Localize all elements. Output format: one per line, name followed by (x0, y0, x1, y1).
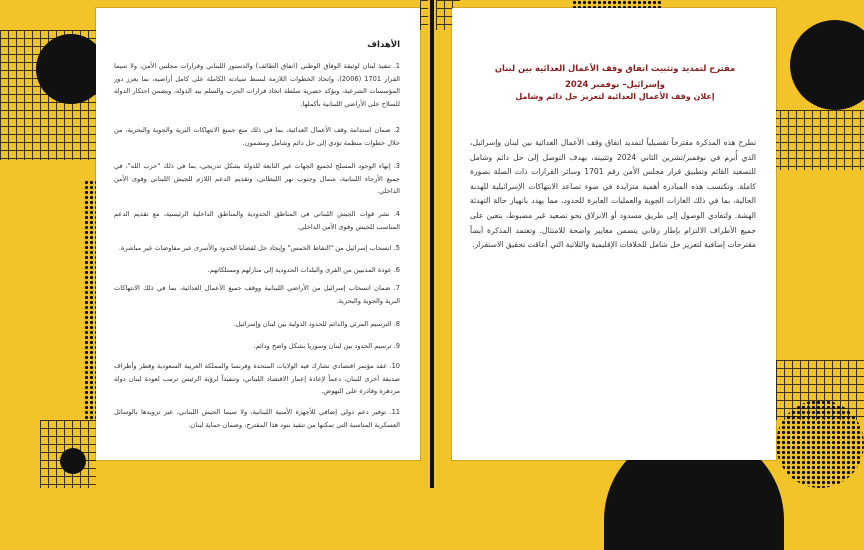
goal-item-7: 7. ضمان انسحاب إسرائيل من الأراضي اللبنانية ووقف جميع الأعمال العدائية، بما في ذلك الانتهاكات البرية والجوية والبحرية. (114, 284, 400, 305)
proposal-subtitle: إعلان وقف الأعمال العدائية لتعزيز حل دائم وشامل (515, 92, 715, 101)
proposal-body: تطرح هذه المذكرة مقترحاً تفصيلياً لتمديد اتفاق وقف الأعمال العدائية بين لبنان وإسرائيل، الذي أُبرم في نوفمبر/تشرين الثاني 2024 وتثبيته، بهدف التوصل إلى حل دائم وشامل للتصعيد القائم وتطبيق قرار مجلس الأمن رقم 1701 وسائر القرارات ذات الصلة بصورة كاملة. وتكتسب هذه المبادرة أهمية متزايدة في ضوء تصاعد الانتهاكات الإسرائيلية للهدنة الحالية، بما في ذلك الغارات الجوية والعمليات العابرة للحدود، مما يهدد بانهيار حالة التهدئة الهشة. ولتفادي الوصول إلى طريق مسدود أو الانزلاق نحو تصعيد غير مضبوط، يتعين على جميع الأطراف الالتزام بإطار رقابي يتضمن معايير واضحة للامتثال. وتعتمد المذكرة أيضاً مقترحات إضافية لتعزيز حل شامل للخلافات الإقليمية والثلاثية التي أعاقت تحقيق الاستقرار. (470, 138, 756, 250)
goal-item-6: 6. عودة المدنيين من القرى والبلدات الحدودية إلى منازلهم وممتلكاتهم. (207, 266, 400, 274)
goal-item-5: 5. انسحاب إسرائيل من "النقاط الخمس" وإيجاد حل لقضايا الحدود والأسرى عبر مفاوضات غير مباشرة. (118, 244, 400, 252)
page-divider (428, 0, 436, 488)
document-page-proposal (452, 8, 776, 460)
goal-item-8: 8. الترسيم المرئي والدائم للحدود الدولية بين لبنان وإسرائيل. (233, 320, 400, 328)
goal-item-2: 2. ضمان استدامة وقف الأعمال العدائية، بما في ذلك منع جميع الانتهاكات البرية والجوية والبحرية، من خلال خطوات منظمة تؤدي إلى حل دائم وشامل ومضمون. (114, 126, 400, 147)
goal-item-11: 11. توفير دعم دولي إضافي للأجهزة الأمنية اللبنانية، ولا سيما الجيش اللبناني، عبر تزويدها بالوسائل العسكرية المناسبة التي تمكنها من تنفيذ بنود هذا المقترح، وضمان حماية لبنان. (114, 408, 400, 429)
halftone-bottom-right (776, 400, 864, 488)
goal-item-1: 1. تنفيذ لبنان لوثيقة الوفاق الوطني (اتفاق الطائف) والدستور اللبناني وقرارات مجلس الأمن، ولا سيما القرار 1701 (2006)، واتخاذ الخطوات اللازمة لبسط سيادته الكاملة على كامل أراضيه، بما يعزز دور المؤسسات الشرعية، ويؤكد حصرية سلطة اتخاذ قرارات الحرب والسلم بيد الدولة، ويضمن احتكار الدولة للسلاح على الأراضي اللبنانية بأكملها. (114, 62, 400, 108)
goal-item-3: 3. إنهاء الوجود المسلح لجميع الجهات غير التابعة للدولة بشكل تدريجي، بما في ذلك "حزب الله"، في جميع الأرجاء اللبنانية، شمال وجنوب نهر الليطاني، وتقديم الدعم اللازم للجيش اللبناني وقوى الأمن الداخلي. (114, 162, 400, 195)
document-page-goals (96, 8, 420, 460)
goal-item-9: 9. ترسيم الحدود بين لبنان وسوريا بشكل واضح ودائم. (253, 342, 400, 350)
dark-circle-right (790, 20, 864, 110)
dark-circle-bottom-left (60, 448, 86, 474)
goal-item-4: 4. نشر قوات الجيش اللبناني في المناطق الحدودية والمناطق الداخلية الرئيسية، مع تقديم الدعم المناسب للجيش وقوى الأمن الداخلي. (114, 210, 400, 231)
goal-item-10: 10. عقد مؤتمر اقتصادي تشارك فيه الولايات المتحدة وفرنسا والمملكة العربية السعودية وقطر وأطراف صديقة أخرى للبنان، دعماً لإعادة إعمار الاقتصاد اللبناني، وتنفيذاً لرؤية الرئيس ترمب لعودة لبنان دولة مزدهرة وقادرة على النهوض. (114, 362, 400, 395)
proposal-title: مقترح لتمديد وتثبيت اتفاق وقف الأعمال العدائية بين لبنان وإسرائيل– نوفمبر 2024 (494, 63, 736, 89)
grid-pattern-top-right (772, 110, 864, 170)
goals-heading: الأهداف (367, 40, 400, 50)
